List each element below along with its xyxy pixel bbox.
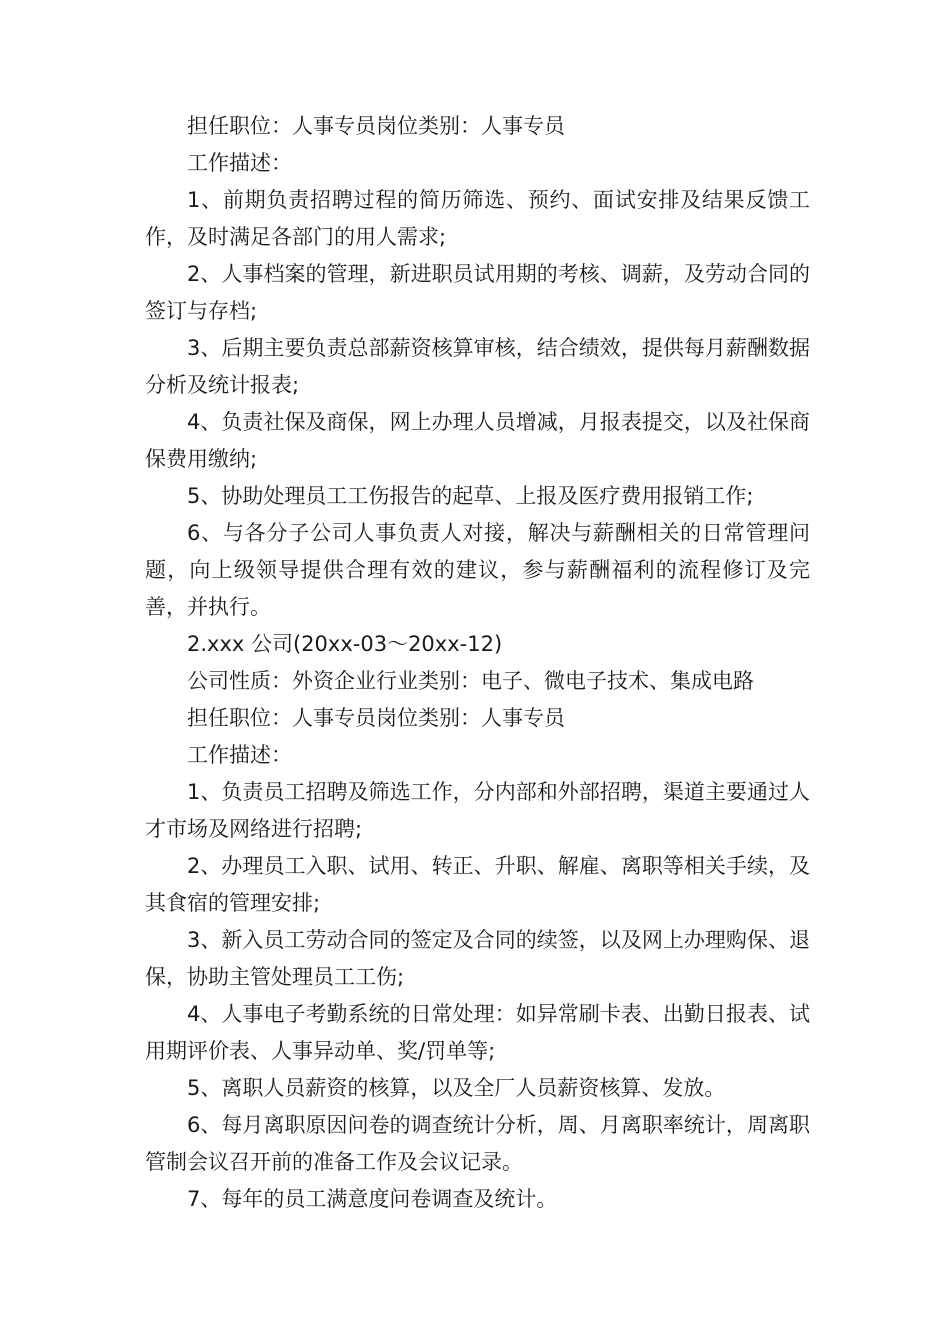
duty-item: 7、每年的员工满意度问卷调查及统计。	[187, 1187, 558, 1211]
document-page	[145, 108, 810, 1218]
duty-item: 6、与各分子公司人事负责人对接，解决与薪酬相关的日常管理问题，向上级领导提供合理有效的建议，参与薪酬福利的流程修订及完善，并执行。	[145, 521, 810, 619]
company-heading: 2.xxx 公司(20xx-03～20xx-12)	[187, 632, 503, 656]
duty-item: 2、人事档案的管理，新进职员试用期的考核、调薪，及劳动合同的签订与存档;	[145, 262, 810, 323]
duty-item: 4、人事电子考勤系统的日常处理：如异常刷卡表、出勤日报表、试用期评价表、人事异动单、奖/罚单等;	[145, 1002, 810, 1063]
duty-item: 4、负责社保及商保，网上办理人员增减，月报表提交，以及社保商保费用缴纳;	[145, 410, 810, 471]
duty-item: 3、新入员工劳动合同的签定及合同的续签，以及网上办理购保、退保，协助主管处理员工工伤;	[145, 928, 810, 989]
duty-item: 2、办理员工入职、试用、转正、升职、解雇、离职等相关手续，及其食宿的管理安排;	[145, 854, 810, 915]
duty-item: 5、协助处理员工工伤报告的起草、上报及医疗费用报销工作;	[187, 484, 754, 508]
duty-item: 6、每月离职原因问卷的调查统计分析，周、月离职率统计，周离职管制会议召开前的准备工作及会议记录。	[145, 1113, 810, 1174]
duty-item: 3、后期主要负责总部薪资核算审核，结合绩效，提供每月薪酬数据分析及统计报表;	[145, 336, 810, 397]
duty-item: 5、离职人员薪资的核算，以及全厂人员薪资核算、发放。	[187, 1076, 726, 1100]
position-line: 担任职位：人事专员岗位类别：人事专员	[187, 114, 565, 138]
position-line: 担任职位：人事专员岗位类别：人事专员	[187, 706, 565, 730]
duty-item: 1、负责员工招聘及筛选工作，分内部和外部招聘，渠道主要通过人才市场及网络进行招聘;	[145, 780, 810, 841]
duty-item: 1、前期负责招聘过程的简历筛选、预约、面试安排及结果反馈工作，及时满足各部门的用人需求;	[145, 188, 810, 249]
company-nature-line: 公司性质：外资企业行业类别：电子、微电子技术、集成电路	[187, 669, 754, 693]
job-description-heading: 工作描述：	[187, 743, 292, 767]
job-description-heading: 工作描述：	[187, 151, 292, 175]
